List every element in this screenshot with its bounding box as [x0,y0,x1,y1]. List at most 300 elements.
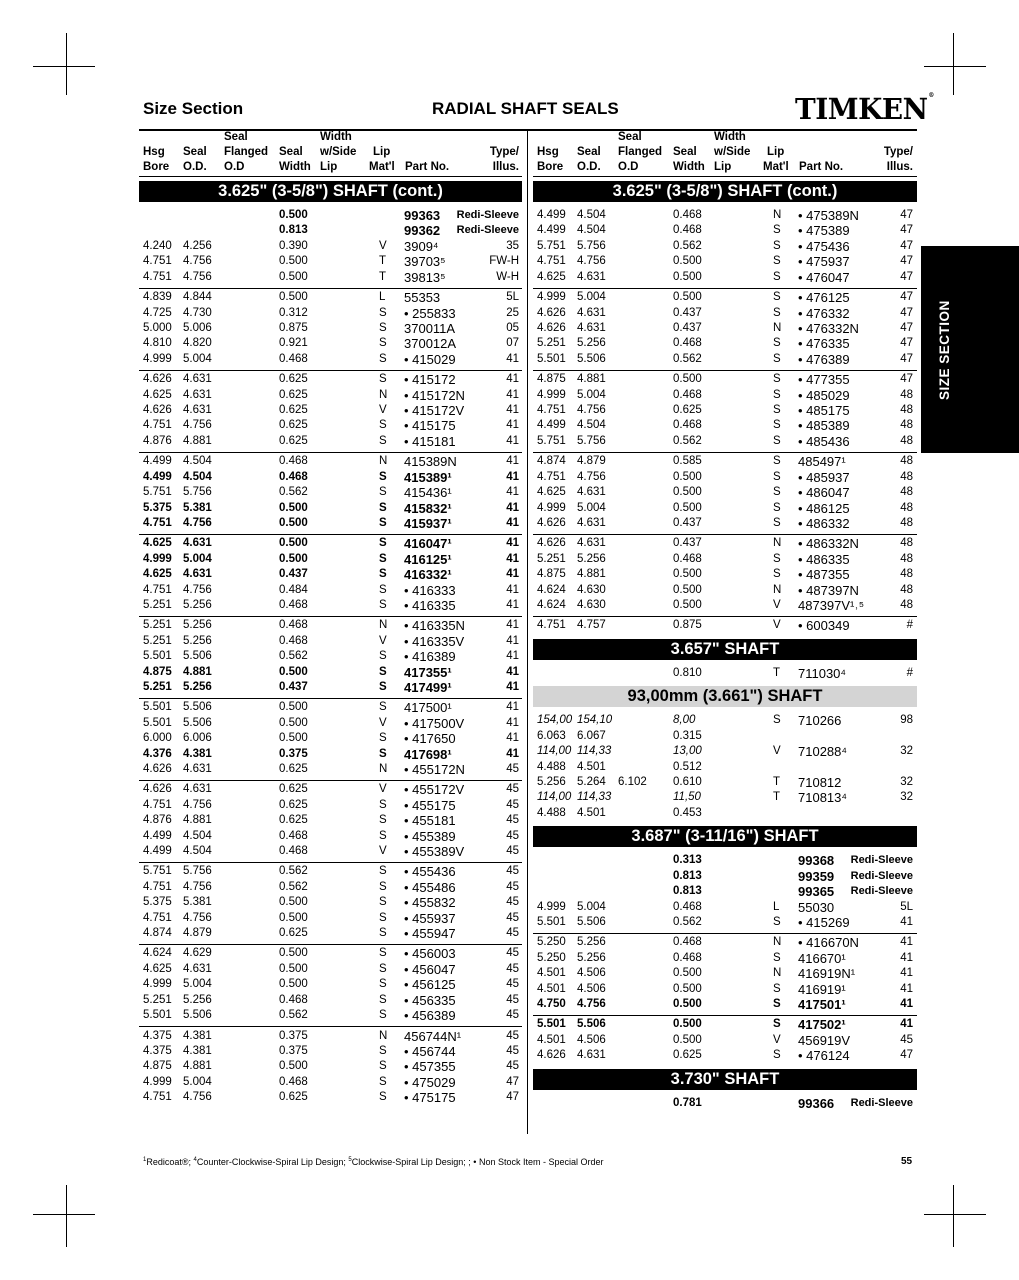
type-illus-cell: 48 [900,568,913,581]
group-divider [139,370,522,371]
hsg-bore-cell: 4.875 [537,568,566,581]
type-illus-cell: 41 [506,434,519,447]
lip-material-cell: S [773,434,781,447]
part-no-cell: 55030 [798,899,835,915]
type-illus-cell: 45 [506,947,519,960]
type-illus-cell: 45 [506,829,519,842]
hsg-bore-cell: 4.751 [143,516,172,529]
type-illus-cell: 45 [506,978,519,991]
type-illus-cell: 45 [506,783,519,796]
part-no-cell: 55353 [404,290,441,306]
type-illus-cell: 35 [506,239,519,252]
type-illus-cell: 45 [506,1044,519,1057]
type-illus-cell: 47 [900,239,913,252]
type-illus-cell: 45 [506,865,519,878]
seal-width-cell: 0.625 [279,434,308,447]
table-row [0,915,1019,930]
seal-od-cell: 4.881 [183,665,212,678]
lip-material-cell: S [773,352,781,365]
part-no-cell: • 455181 [404,813,456,829]
side-lip-width-header: Lip [320,161,338,173]
lip-material-cell: N [773,967,782,980]
seal-width-cell: 0.390 [279,239,308,252]
type-illus-cell: 32 [900,745,913,758]
seal-width-cell: 0.500 [279,501,308,514]
lip-material-cell: T [773,791,781,804]
lip-material-cell: S [379,650,387,663]
hsg-bore-cell: 4.499 [537,209,566,221]
table-row [0,239,1019,254]
part-no-cell: 415937¹ [404,515,452,531]
seal-width-cell: 0.500 [279,947,308,960]
seal-width-cell: 0.500 [673,1033,702,1046]
flanged-od-cell: 6.102 [618,775,647,788]
hsg-bore-cell: 4.626 [537,516,566,529]
seal-od-cell: 5.506 [577,1018,606,1031]
type-illus-cell: 41 [506,388,519,401]
lip-material-cell: S [379,552,387,565]
lip-material-cell: S [379,583,387,596]
type-illus-cell: 5L [900,900,913,913]
part-no-cell: 456919V [798,1032,851,1048]
type-illus-cell: 48 [900,599,913,611]
lip-material-cell: S [379,732,387,745]
part-no-cell: • 476125 [798,290,850,306]
type-illus-cell: 45 [900,1033,913,1046]
seal-od-cell: 5.756 [183,865,212,878]
crop-mark [66,1185,67,1247]
lip-material-cell: S [379,434,387,447]
footnote-text: Clockwise-Spiral Lip Design; ; • Non Stock Item - Special Order [351,1157,604,1167]
seal-od-cell: 4.630 [577,583,606,596]
seal-od-cell: 5.506 [577,916,606,929]
seal-od-cell: 4.631 [183,404,212,416]
hsg-bore-header: Bore [537,161,564,173]
flanged-od-header: O.D [224,161,245,173]
seal-od-cell: 5.506 [577,352,606,365]
table-row [0,254,1019,269]
part-no-cell: • 416335V [404,633,465,649]
part-no-cell: 99363 [404,208,441,223]
header-rule [139,129,917,131]
hsg-bore-cell: 4.751 [143,270,172,283]
table-row [0,966,1019,981]
seal-od-cell: 5.756 [577,239,606,252]
seal-width-cell: 0.468 [673,419,702,432]
type-illus-cell: 41 [506,732,519,745]
type-illus-cell: 25 [506,306,519,319]
hsg-bore-cell: 4.626 [143,783,172,796]
hsg-bore-cell: 4.876 [143,434,172,447]
shaft-size-heading: 3.657" SHAFT [533,639,917,660]
part-no-cell: • 456003 [404,946,456,962]
part-no-cell: • 417500V [404,715,465,731]
lip-material-cell: S [379,829,387,842]
table-row [0,208,1019,223]
table-row [0,775,1019,790]
lip-material-cell: N [773,583,782,596]
type-illus-cell: 45 [506,798,519,811]
type-illus-cell: 45 [506,1009,519,1022]
lip-material-cell: S [379,962,387,975]
hsg-bore-cell: 4.488 [537,760,566,773]
type-illus-cell: 48 [900,552,913,565]
seal-od-cell: 4.631 [577,537,606,550]
seal-width-cell: 0.500 [673,373,702,386]
seal-width-header: Seal [673,146,697,158]
part-no-cell: • 475937 [798,254,850,270]
part-no-cell: • 476332 [798,305,850,321]
seal-od-cell: 4.756 [183,911,212,924]
type-illus-cell: 47 [900,373,913,386]
type-illus-cell: 41 [506,681,519,694]
lip-material-cell: S [379,1060,387,1073]
seal-width-cell: 0.625 [279,798,308,811]
type-illus-cell: W-H [496,270,519,283]
seal-od-cell: 6.006 [183,732,212,745]
seal-od-cell: 4.881 [183,434,212,447]
type-illus-cell: 48 [900,404,913,416]
lip-material-cell: V [773,599,781,611]
seal-width-cell: 0.468 [279,470,308,483]
hsg-bore-cell: 4.626 [143,404,172,416]
part-no-cell: • 455175 [404,797,456,813]
type-illus-cell: 47 [900,209,913,221]
type-illus-cell: 41 [506,747,519,760]
seal-od-cell: 4.631 [183,373,212,386]
part-no-cell: 415436¹ [404,485,452,501]
hsg-bore-cell: 4.751 [143,880,172,893]
lip-material-header: Lip [373,146,391,158]
hsg-bore-cell: 4.625 [143,568,172,581]
table-row [0,321,1019,336]
table-row [0,418,1019,433]
seal-width-cell: 0.562 [279,880,308,893]
part-no-cell: • 415175 [404,418,456,434]
seal-od-cell: 4.757 [577,619,606,632]
seal-width-cell: 0.315 [673,729,702,742]
seal-od-cell: 4.881 [577,373,606,386]
part-no-cell: 416919N¹ [798,966,856,982]
part-no-cell: • 416335 [404,598,456,613]
lip-material-cell: S [773,951,781,964]
part-no-cell: • 456125 [404,977,456,993]
table-row [0,618,1019,633]
seal-width-cell: 0.437 [673,321,702,334]
part-no-cell: 487397V¹˒⁵ [798,598,865,613]
page-title: RADIAL SHAFT SEALS [432,99,619,118]
type-illus-cell: 45 [506,911,519,924]
hsg-bore-cell: 4.240 [143,239,172,252]
seal-width-cell: 0.375 [279,1029,308,1042]
seal-od-cell: 4.506 [577,967,606,980]
table-row [0,552,1019,567]
part-no-cell: • 415172N [404,387,465,403]
hsg-bore-cell: 4.626 [143,373,172,386]
lip-material-cell: S [773,1049,781,1062]
hsg-bore-cell: 4.625 [537,486,566,499]
lip-material-cell: S [379,927,387,940]
lip-material-cell: S [773,224,781,237]
table-row [0,388,1019,403]
hsg-bore-cell: 4.501 [537,1033,566,1046]
part-no-cell: • 485389 [798,418,850,434]
lip-material-cell: V [773,745,781,758]
hsg-bore-cell: 114,00 [537,745,572,758]
type-illus-cell: 41 [506,470,519,483]
group-divider [533,616,917,617]
hsg-bore-cell: 4.875 [537,373,566,386]
lip-material-cell: S [379,501,387,514]
part-no-cell: 485497¹ [798,454,846,470]
lip-material-cell: S [379,865,387,878]
seal-width-cell: 0.562 [673,352,702,365]
group-divider [139,288,522,289]
type-illus-cell: 41 [506,701,519,714]
seal-od-cell: 5.756 [183,486,212,499]
part-no-cell: 417698¹ [404,746,452,762]
hsg-bore-cell: 4.751 [143,419,172,432]
part-no-cell: 39813⁵ [404,269,446,285]
crop-mark [33,66,95,67]
seal-od-cell: 4.820 [183,337,212,350]
type-illus-cell: 45 [506,896,519,909]
seal-od-cell: 5.006 [183,321,212,334]
table-row [0,306,1019,321]
type-illus-cell: 41 [506,419,519,432]
seal-od-cell: 154,10 [577,714,613,727]
part-no-cell: 417499¹ [404,680,452,696]
hsg-bore-cell: 5.251 [143,681,172,694]
seal-od-cell: 4.756 [183,583,212,596]
seal-width-cell: 0.500 [673,501,702,514]
part-no-cell: • 486332 [798,515,850,531]
seal-width-cell: 0.500 [279,716,308,729]
type-illus-cell: 41 [506,537,519,550]
seal-width-cell: 0.437 [673,306,702,319]
table-row [0,516,1019,531]
seal-width-cell: 0.468 [279,599,308,611]
type-illus-cell: 47 [900,337,913,350]
seal-od-cell: 4.730 [183,306,212,319]
seal-width-cell: 0.468 [279,352,308,365]
part-no-cell: • 255833 [404,305,456,321]
hsg-bore-cell: 5.251 [143,599,172,611]
type-illus-cell: 47 [506,1091,519,1104]
seal-width-cell: 0.500 [279,911,308,924]
lip-material-cell: S [379,947,387,960]
table-row [0,290,1019,305]
crop-mark [953,33,954,95]
group-divider [533,370,917,371]
type-illus-cell: 41 [506,665,519,678]
lip-material-cell: S [773,291,781,304]
type-illus-cell: 47 [900,255,913,268]
type-illus-cell: 41 [506,352,519,365]
type-illus-header: Type/ [883,146,913,158]
lip-material-cell: V [773,1033,781,1046]
hsg-bore-cell: 4.626 [537,306,566,319]
type-illus-cell: 41 [506,599,519,611]
lip-material-cell: S [379,352,387,365]
part-no-cell: • 415269 [798,915,850,931]
side-lip-width-header: Width [320,131,352,143]
hsg-bore-cell: 5.751 [537,239,566,252]
seal-width-cell: 0.813 [673,885,702,898]
seal-od-cell: 4.381 [183,1029,212,1042]
seal-od-cell: 5.381 [183,896,212,909]
table-row [0,900,1019,915]
part-no-header: Part No. [799,161,844,173]
hsg-bore-cell: 4.625 [143,388,172,401]
flanged-od-header: O.D [618,161,639,173]
part-no-cell: • 456335 [404,992,456,1008]
lip-material-cell: S [379,568,387,581]
seal-od-cell: 4.631 [183,962,212,975]
table-row [0,270,1019,285]
seal-width-cell: 0.468 [279,845,308,858]
part-no-cell: 416047¹ [404,536,452,552]
table-row [0,884,1019,899]
group-divider [533,933,917,934]
lip-material-cell: N [773,321,782,334]
hsg-bore-cell: 4.999 [143,552,172,565]
hsg-bore-cell: 4.501 [537,967,566,980]
seal-width-cell: 0.875 [279,321,308,334]
type-illus-cell: 41 [506,455,519,468]
lip-material-cell: S [773,552,781,565]
type-illus-cell: 45 [506,927,519,940]
seal-width-cell: 0.500 [279,896,308,909]
part-no-cell: • 600349 [798,618,850,634]
seal-width-cell: 0.500 [279,291,308,304]
type-illus-cell: 45 [506,763,519,776]
seal-width-cell: 0.500 [673,982,702,995]
type-illus-cell: 48 [900,537,913,550]
seal-od-cell: 5.256 [577,552,606,565]
part-no-cell: • 415172V [404,403,465,418]
hsg-bore-cell: 4.499 [537,224,566,237]
part-no-cell: • 475029 [404,1074,456,1090]
hsg-bore-cell: 114,00 [537,791,572,804]
type-illus-cell: 48 [900,583,913,596]
table-row [0,666,1019,681]
shaft-size-heading: 3.730" SHAFT [533,1069,917,1090]
seal-od-cell: 4.756 [183,419,212,432]
hsg-bore-cell: 4.501 [537,982,566,995]
lip-material-cell: S [379,1044,387,1057]
seal-od-cell: 5.264 [577,775,606,788]
hsg-bore-cell: 4.751 [537,404,566,416]
part-no-header: Part No. [405,161,450,173]
seal-od-cell: 4.844 [183,291,212,304]
part-no-cell: • 476335 [798,336,850,352]
seal-width-cell: 0.500 [673,270,702,283]
part-no-cell: • 476332N [798,320,859,336]
timken-logo [795,92,934,126]
hsg-bore-cell: 4.626 [537,1049,566,1062]
seal-width-cell: 0.500 [673,255,702,268]
lip-material-cell: S [773,306,781,319]
lip-material-cell: S [773,388,781,401]
type-illus-cell: 48 [900,388,913,401]
part-no-cell: • 455172N [404,762,465,778]
lip-material-cell: S [773,255,781,268]
lip-material-cell: L [773,900,780,913]
lip-material-cell: S [773,470,781,483]
type-illus-cell: 32 [900,791,913,804]
seal-width-cell: 0.500 [673,998,702,1011]
hsg-bore-cell: 4.624 [537,599,566,611]
part-no-cell: 456744N¹ [404,1028,462,1044]
hsg-bore-cell: 4.626 [537,537,566,550]
lip-material-cell: N [773,209,782,221]
lip-material-cell: S [379,896,387,909]
lip-material-cell: S [379,599,387,611]
table-row [0,352,1019,367]
lip-material-cell: V [379,634,387,647]
seal-width-cell: 0.500 [279,1060,308,1073]
seal-width-cell: 0.562 [279,865,308,878]
type-illus-cell: Redi-Sleeve [850,869,913,882]
shaft-size-heading: 3.687" (3-11/16") SHAFT [533,826,917,847]
hsg-bore-cell: 4.625 [537,270,566,283]
seal-width-header: Seal [279,146,303,158]
seal-width-cell: 0.500 [279,270,308,283]
hsg-bore-cell: 4.750 [537,998,566,1011]
part-no-cell: • 455486 [404,879,456,895]
hsg-bore-cell: 5.251 [143,619,172,632]
seal-width-cell: 0.625 [279,419,308,432]
seal-od-cell: 4.756 [183,255,212,268]
lip-material-cell: S [379,1075,387,1088]
part-no-cell: • 475389 [798,223,850,239]
seal-width-cell: 0.625 [279,763,308,776]
lip-material-cell: N [379,763,388,776]
seal-width-cell: 0.625 [279,373,308,386]
lip-material-cell: S [379,814,387,827]
crop-mark [66,33,67,95]
type-illus-cell: 41 [900,982,913,995]
seal-od-cell: 4.881 [577,568,606,581]
seal-od-cell: 4.504 [577,419,606,432]
lip-material-cell: S [379,306,387,319]
seal-od-cell: 5.004 [577,291,606,304]
type-illus-cell: Redi-Sleeve [456,224,519,237]
hsg-bore-cell: 5.751 [143,486,172,499]
hsg-bore-cell: 4.999 [537,900,566,913]
lip-material-cell: S [773,373,781,386]
seal-width-cell: 0.468 [673,224,702,237]
table-row [0,729,1019,747]
footnote-mark: 4 [193,1157,197,1163]
hsg-bore-cell: 4.751 [143,255,172,268]
logo-text: TIMKEN [795,92,928,126]
type-illus-cell: 07 [506,337,519,350]
seal-od-cell: 5.381 [183,501,212,514]
hsg-bore-cell: 5.375 [143,896,172,909]
type-illus-cell: 41 [506,501,519,514]
seal-od-cell: 4.756 [577,998,606,1011]
seal-width-cell: 0.813 [279,224,308,237]
hsg-bore-cell: 4.624 [143,947,172,960]
type-illus-cell: 41 [900,967,913,980]
group-divider [533,288,917,289]
lip-material-cell: N [773,537,782,550]
seal-od-cell: 5.256 [183,599,212,611]
group-divider [139,616,522,617]
lip-material-header: Mat'l [763,161,789,173]
